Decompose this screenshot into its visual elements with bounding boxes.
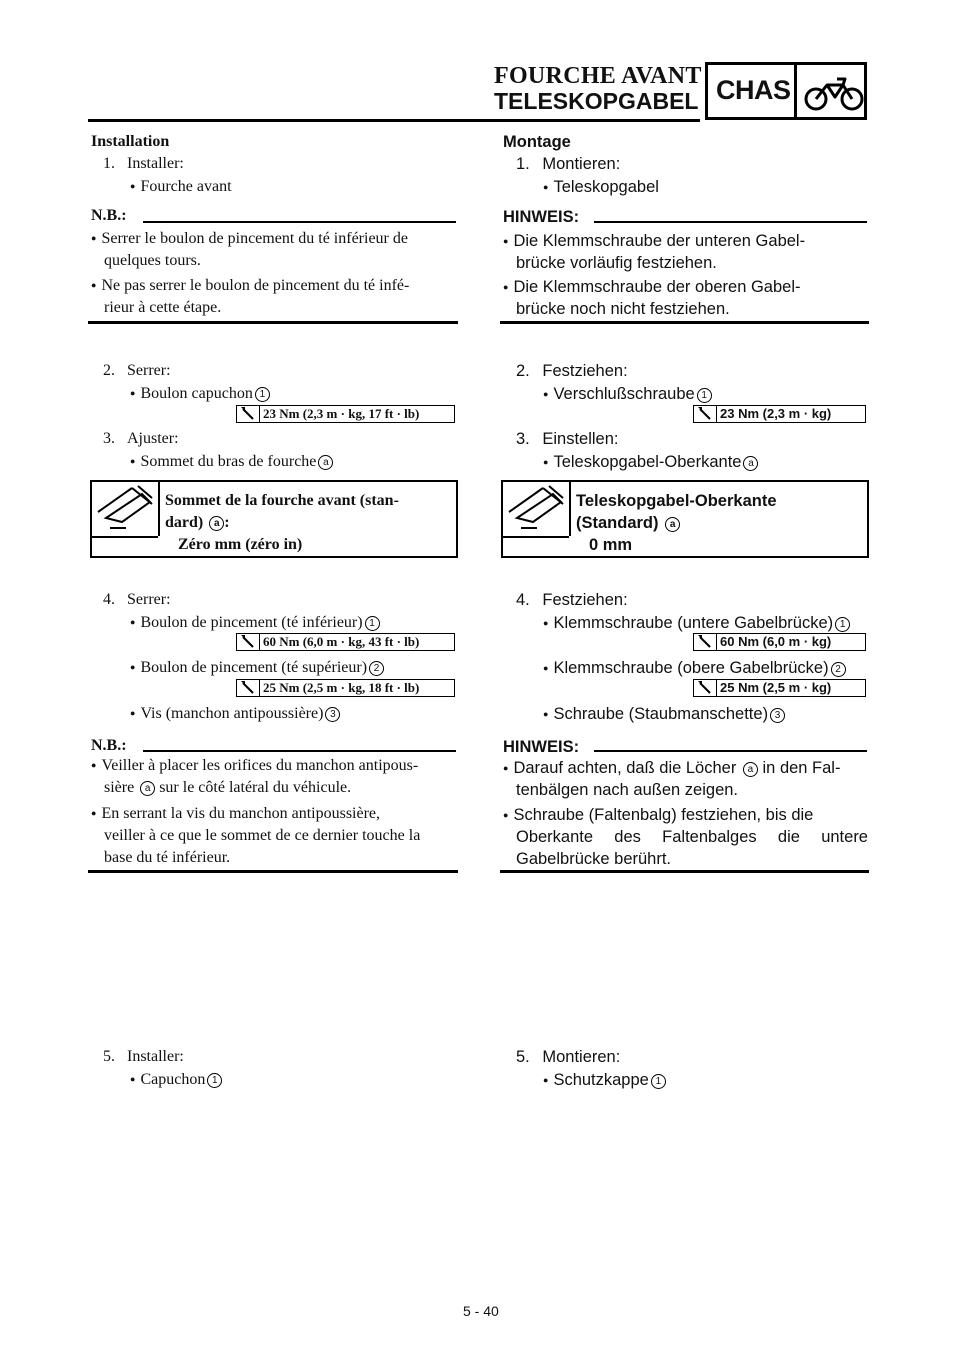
fr-step-4-mark-2: 2 [369,661,384,676]
fr-spec-label: Sommet de la fourche avant (stan- [165,492,399,509]
torque-wrench-icon [237,634,260,650]
de-nb-item-1-text: Die Klemmschraube der unteren Gabel- [513,232,806,250]
torque-wrench-icon [237,406,260,422]
de-step-4-item-3 [543,703,785,727]
spec-box-vline [569,482,571,536]
de-step-3-mark: a [743,456,758,471]
fr-torque-3-value: 25 Nm (2,5 m · kg, 18 ft · lb) [263,680,420,695]
fr-nb2-item-2-cont: veiller à ce que le sommet de ce dernier touche la [104,827,421,844]
fr-torque-2 [236,633,455,651]
de-step-4-mark-1: 1 [835,617,850,632]
de-nb2-item-2-text: Schraube (Faltenbalg) festziehen, bis die [513,806,814,824]
de-step-4-item-2-text: Klemmschraube (obere Gabelbrücke) [553,659,829,677]
de-step-1-item [543,176,659,200]
fr-torque-2-value: 60 Nm (6,0 m · kg, 43 ft · lb) [263,634,420,649]
page-number: 5 - 40 [463,1303,499,1319]
fr-step-2-num: 2. [103,362,115,379]
de-step-3 [516,428,619,450]
fr-torque-3 [236,679,455,697]
de-nb2-item-2-cont: Oberkante des Faltenbalges die untere [516,828,868,846]
fr-step-2-label: Serrer: [127,362,171,379]
de-step-5-label: Montieren: [542,1048,621,1066]
fr-step-1-num: 1. [103,155,115,172]
fr-nb-item-2-text: Ne pas serrer le boulon de pincement du té infé- [101,277,410,294]
de-nb2-item-1 [503,757,869,781]
badge-separator [794,65,797,117]
fr-nb2-item-1-cont-a: sière [104,779,135,796]
de-nb-item-1-cont: brücke vorläufig festziehen. [516,254,717,272]
de-spec-label-cont-text: (Standard) [576,514,659,532]
de-step-3-label: Einstellen: [542,430,619,448]
fr-nb-item-1 [91,228,461,251]
fr-nb-line [143,221,456,223]
torque-wrench-icon [694,406,717,422]
caliper-icon [92,482,158,536]
de-nb-item-1 [503,230,869,254]
fr-step-4 [103,589,171,611]
fr-step-1-item [130,176,232,199]
de-step-5-num: 5. [516,1048,530,1066]
fr-nb2-item-1 [91,755,461,778]
fr-step-2-mark: 1 [255,387,270,402]
fr-spec-box [90,480,458,558]
fr-step-4-item-3 [130,703,340,726]
fr-step-4-item-2 [130,657,384,680]
fr-step-4-item-2-text: Boulon de pincement (té supérieur) [140,659,368,676]
fr-nb-item-2-cont: rieur à cette étape. [104,299,222,316]
de-nb2-item-1-a: Darauf achten, daß die Löcher [513,759,737,777]
fr-step-4-mark-3: 3 [325,707,340,722]
fr-step-3-num: 3. [103,430,115,447]
de-nb2-item-2 [503,804,869,828]
de-torque-2-value: 60 Nm (6,0 m · kg) [720,634,832,649]
fr-step-5-mark: 1 [207,1073,222,1088]
fr-step-5-item-text: Capuchon [140,1071,206,1088]
de-step-1-label: Montieren: [542,155,621,173]
section-badge [705,62,867,120]
de-torque-3 [693,679,866,697]
de-heading: Montage [503,133,571,151]
de-step-3-num: 3. [516,430,530,448]
de-nb-item-2-text: Die Klemmschraube der oberen Gabel- [513,278,801,296]
fr-spec-colon: : [224,514,230,531]
de-nb2-item-1-b: in den Fal- [762,759,841,777]
fr-nb2-item-1-cont [104,777,351,799]
fr-nb2-item-2-cont-2: base du té inférieur. [104,849,231,866]
de-step-4-label: Festziehen: [542,591,628,609]
fr-torque-1-value: 23 Nm (2,3 m · kg, 17 ft · lb) [263,406,420,421]
de-nb2-label: HINWEIS: [503,738,580,756]
de-step-4-num: 4. [516,591,530,609]
de-step-1 [516,153,620,175]
badge-label: CHAS [716,75,791,105]
spec-box-vline [158,482,160,536]
de-nb-label: HINWEIS: [503,208,580,226]
fr-step-1 [103,153,184,175]
de-step-1-num: 1. [516,155,530,173]
fr-step-3 [103,428,179,450]
fr-step-3-mark: a [318,455,333,470]
de-step-2-item-text: Verschlußschraube [553,385,695,403]
de-nb2-item-1-cont: tenbälgen nach außen zeigen. [516,781,739,799]
fr-nb2-item-2 [91,803,461,826]
de-nb2-line [594,750,867,752]
fr-spec-mark: a [209,516,224,531]
header-rule [88,119,700,122]
fr-nb2-item-1-text: Veiller à placer les orifices du manchon antipous- [101,757,419,774]
fr-step-5-num: 5. [103,1048,115,1065]
de-step-4-mark-3: 3 [770,708,785,723]
motorcycle-icon [803,73,865,113]
de-step-4-mark-2: 2 [831,662,846,677]
fr-nb2-end-rule [88,870,458,873]
de-torque-1-value: 23 Nm (2,3 m · kg) [720,406,832,421]
fr-heading: Installation [91,133,170,150]
de-step-4 [516,589,628,611]
fr-nb2-label: N.B.: [91,737,127,754]
fr-step-1-item-text: Fourche avant [140,178,232,195]
de-step-2-label: Festziehen: [542,362,628,380]
de-step-1-item-text: Teleskopgabel [553,178,659,196]
de-step-2 [516,360,628,382]
fr-step-4-mark-1: 1 [365,616,380,631]
de-nb-end-rule [500,321,869,324]
de-step-3-item-text: Teleskopgabel-Oberkante [553,453,742,471]
spec-box-hline [503,536,569,538]
de-step-2-num: 2. [516,362,530,380]
torque-wrench-icon [694,634,717,650]
fr-step-3-label: Ajuster: [127,430,179,447]
fr-nb2-item-1-cont-b: sur le côté latéral du véhicule. [159,779,352,796]
fr-step-2 [103,360,171,382]
de-spec-label-cont [576,512,680,534]
fr-nb-label: N.B.: [91,207,127,224]
de-step-5-item [543,1069,666,1093]
fr-step-4-item-3-text: Vis (manchon antipoussière) [140,705,324,722]
fr-step-5-item [130,1069,222,1092]
fr-nb2-mark: a [140,781,155,796]
fr-step-5-label: Installer: [127,1048,184,1065]
de-step-5 [516,1046,620,1068]
torque-wrench-icon [237,680,260,696]
fr-nb-item-1-cont: quelques tours. [104,252,201,269]
de-nb2-item-2-cont-2: Gabelbrücke berührt. [516,850,672,868]
de-step-2-mark: 1 [697,388,712,403]
de-torque-2 [693,633,866,651]
fr-nb-item-2 [91,275,409,298]
fr-nb2-item-2-text: En serrant la vis du manchon antipoussière, [101,805,381,822]
fr-torque-1 [236,405,455,423]
de-spec-label: Teleskopgabel-Oberkante [576,492,777,510]
torque-wrench-icon [694,680,717,696]
de-nb2-mark: a [743,762,758,777]
de-spec-mark: a [665,517,680,532]
fr-step-2-item [130,383,270,406]
de-step-4-item-3-text: Schraube (Staubmanschette) [553,705,769,723]
de-step-4-item-1-text: Klemmschraube (untere Gabelbrücke) [553,614,834,632]
fr-spec-value: Zéro mm (zéro in) [178,536,303,553]
header-title-fr: FOURCHE AVANT [494,63,702,89]
de-step-2-item [543,383,712,407]
de-step-5-item-text: Schutzkappe [553,1071,649,1089]
fr-step-4-label: Serrer: [127,591,171,608]
fr-step-5 [103,1046,184,1068]
de-spec-value: 0 mm [589,536,633,554]
de-step-3-item [543,451,758,475]
fr-nb2-line [143,750,456,752]
fr-step-2-item-text: Boulon capuchon [140,385,253,402]
spec-box-hline [92,536,158,538]
de-torque-3-value: 25 Nm (2,5 m · kg) [720,680,832,695]
de-nb2-end-rule [500,870,869,873]
fr-step-1-label: Installer: [127,155,184,172]
de-spec-box [501,480,869,558]
fr-nb-item-1-text: Serrer le boulon de pincement du té inférieur de [101,230,408,247]
fr-step-3-item-text: Sommet du bras de fourche [140,453,317,470]
header-title-de: TELESKOPGABEL [494,88,699,114]
de-nb-item-2 [503,276,869,300]
de-nb-item-2-cont: brücke noch nicht festziehen. [516,300,730,318]
de-step-5-mark: 1 [651,1074,666,1089]
fr-step-4-num: 4. [103,591,115,608]
de-step-4-item-2 [543,657,846,681]
fr-step-4-item-1 [130,612,380,635]
caliper-icon [503,482,569,536]
fr-step-4-item-1-text: Boulon de pincement (té inférieur) [140,614,363,631]
de-torque-1 [693,405,866,423]
fr-spec-label-cont [165,512,230,534]
fr-nb-end-rule [88,321,458,324]
fr-spec-label-cont-text: dard) [165,514,204,531]
fr-step-3-item [130,451,333,474]
de-nb-line [594,221,867,223]
